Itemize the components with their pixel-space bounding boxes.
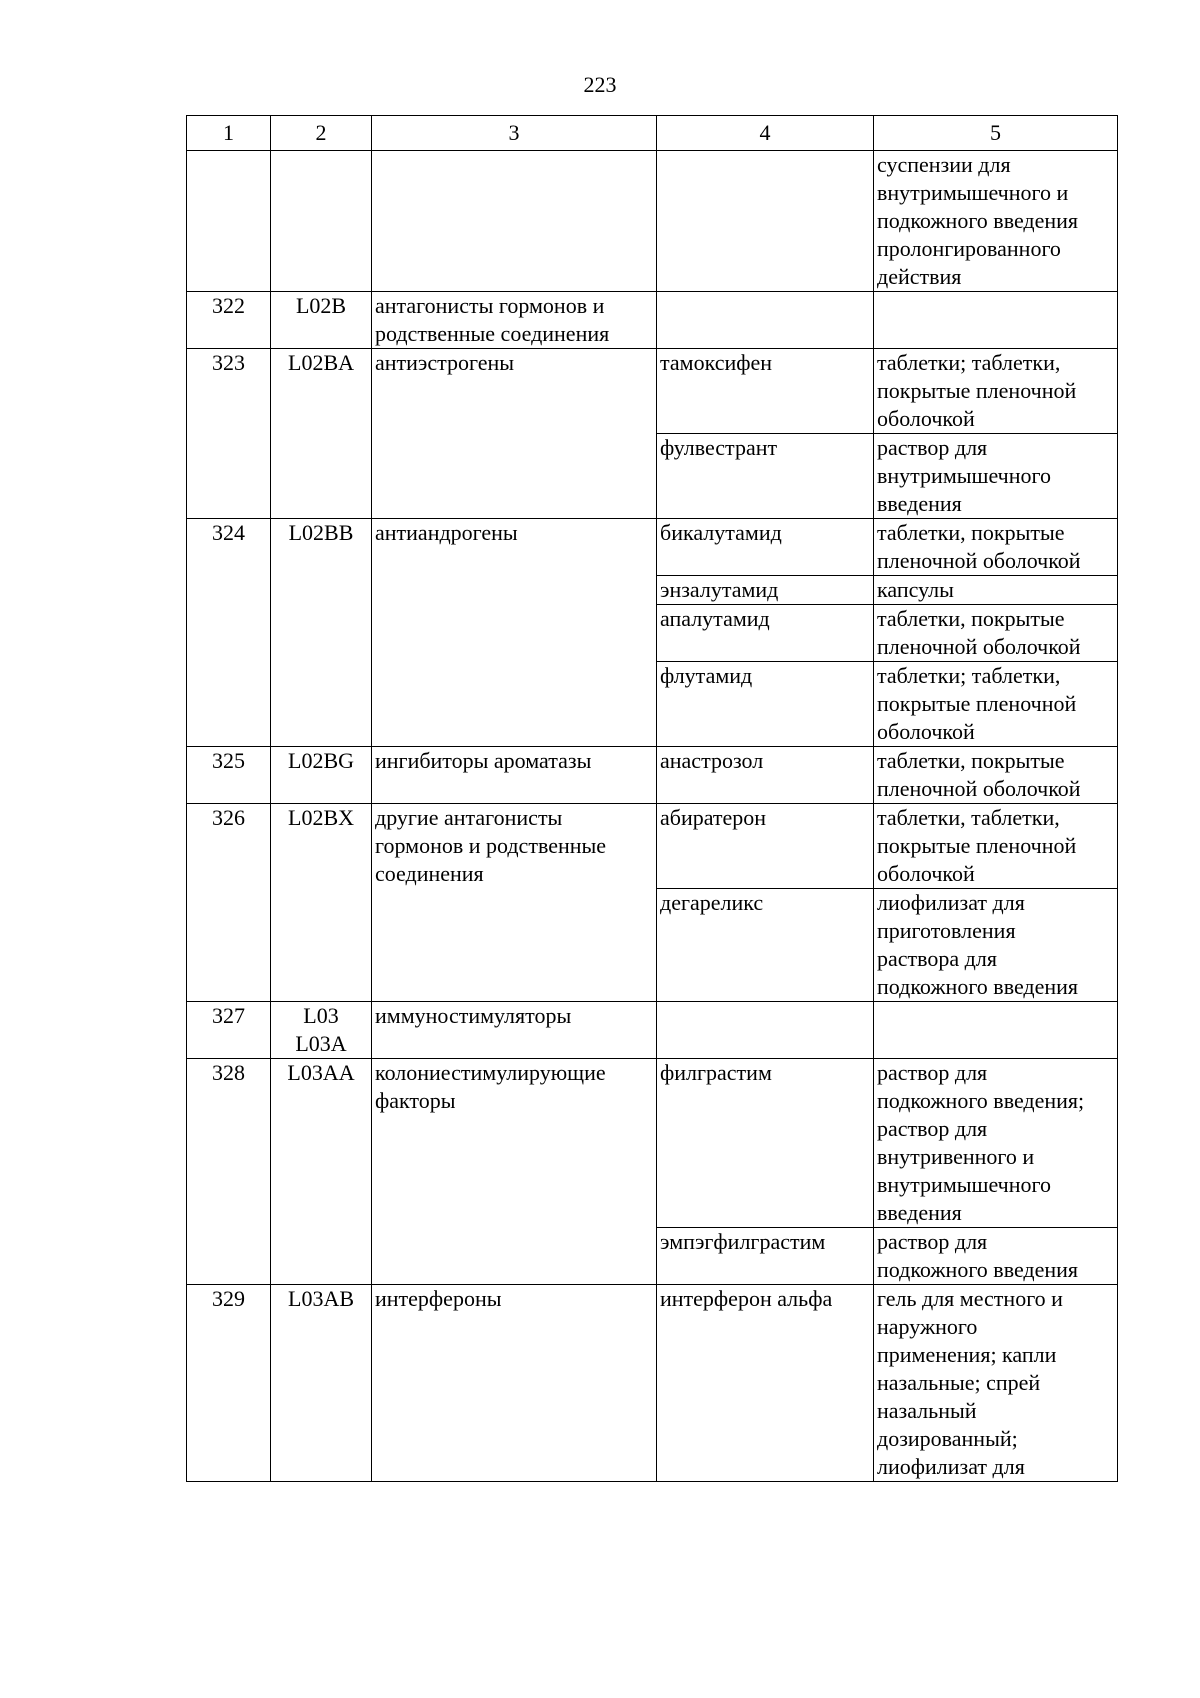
drug-cell: фулвестрант	[657, 434, 874, 519]
num-cell: 323	[187, 349, 271, 519]
num-cell: 329	[187, 1285, 271, 1482]
column-header: 4	[657, 116, 874, 151]
form-cell: таблетки, покрытые пленочной оболочкой	[874, 605, 1118, 662]
column-header: 5	[874, 116, 1118, 151]
drug-cell: флутамид	[657, 662, 874, 747]
form-cell: таблетки, таблетки, покрытые пленочной оболочкой	[874, 804, 1118, 889]
code-cell: L02BX	[271, 804, 372, 1002]
code-cell: L02BG	[271, 747, 372, 804]
code-cell: L02B	[271, 292, 372, 349]
form-cell: раствор для подкожного введения	[874, 1228, 1118, 1285]
table-row	[187, 151, 1118, 292]
group-cell: иммуностимуляторы	[372, 1002, 657, 1059]
drug-cell	[657, 151, 874, 292]
code-cell: L03AA	[271, 1059, 372, 1285]
group-cell: ингибиторы ароматазы	[372, 747, 657, 804]
drug-cell: апалутамид	[657, 605, 874, 662]
drug-table	[186, 115, 1118, 1482]
drug-cell: энзалутамид	[657, 576, 874, 605]
drug-cell: интерферон альфа	[657, 1285, 874, 1482]
form-cell: капсулы	[874, 576, 1118, 605]
form-cell: таблетки, покрытые пленочной оболочкой	[874, 519, 1118, 576]
num-cell: 322	[187, 292, 271, 349]
form-cell	[874, 292, 1118, 349]
code-cell: L03 L03A	[271, 1002, 372, 1059]
drug-cell: филграстим	[657, 1059, 874, 1228]
column-header: 1	[187, 116, 271, 151]
table-row	[187, 804, 1118, 889]
num-cell: 325	[187, 747, 271, 804]
table-row	[187, 1285, 1118, 1482]
table-header-row	[187, 116, 1118, 151]
drug-cell: бикалутамид	[657, 519, 874, 576]
column-header: 2	[271, 116, 372, 151]
form-cell: раствор для подкожного введения; раствор для внутривенного и внутримышечного введения	[874, 1059, 1118, 1228]
page-number: 223	[583, 72, 617, 97]
drug-cell	[657, 1002, 874, 1059]
code-cell	[271, 151, 372, 292]
form-cell: таблетки, покрытые пленочной оболочкой	[874, 747, 1118, 804]
drug-cell: тамоксифен	[657, 349, 874, 434]
code-cell: L02BB	[271, 519, 372, 747]
table-row	[187, 747, 1118, 804]
num-cell: 327	[187, 1002, 271, 1059]
group-cell: антиэстрогены	[372, 349, 657, 519]
drug-cell: абиратерон	[657, 804, 874, 889]
group-cell	[372, 151, 657, 292]
group-cell: антагонисты гормонов и родственные соединения	[372, 292, 657, 349]
table-row	[187, 1002, 1118, 1059]
column-header: 3	[372, 116, 657, 151]
form-cell: раствор для внутримышечного введения	[874, 434, 1118, 519]
drug-cell: анастрозол	[657, 747, 874, 804]
drug-cell	[657, 292, 874, 349]
form-cell: гель для местного и наружного применения; капли назальные; спрей назальный дозированный; лиофилизат для	[874, 1285, 1118, 1482]
num-cell: 324	[187, 519, 271, 747]
code-cell: L02BA	[271, 349, 372, 519]
group-cell: другие антагонисты гормонов и родственные соединения	[372, 804, 657, 1002]
num-cell	[187, 151, 271, 292]
table-row	[187, 519, 1118, 576]
num-cell: 326	[187, 804, 271, 1002]
group-cell: антиандрогены	[372, 519, 657, 747]
drug-cell: дегареликс	[657, 889, 874, 1002]
form-cell: лиофилизат для приготовления раствора для подкожного введения	[874, 889, 1118, 1002]
table-row	[187, 1059, 1118, 1228]
form-cell: суспензии для внутримышечного и подкожного введения пролонгированного действия	[874, 151, 1118, 292]
form-cell	[874, 1002, 1118, 1059]
drug-cell: эмпэгфилграстим	[657, 1228, 874, 1285]
group-cell: интерфероны	[372, 1285, 657, 1482]
form-cell: таблетки; таблетки, покрытые пленочной оболочкой	[874, 662, 1118, 747]
form-cell: таблетки; таблетки, покрытые пленочной оболочкой	[874, 349, 1118, 434]
table-row	[187, 292, 1118, 349]
num-cell: 328	[187, 1059, 271, 1285]
group-cell: колониестимулирующие факторы	[372, 1059, 657, 1285]
code-cell: L03AB	[271, 1285, 372, 1482]
table-row	[187, 349, 1118, 434]
